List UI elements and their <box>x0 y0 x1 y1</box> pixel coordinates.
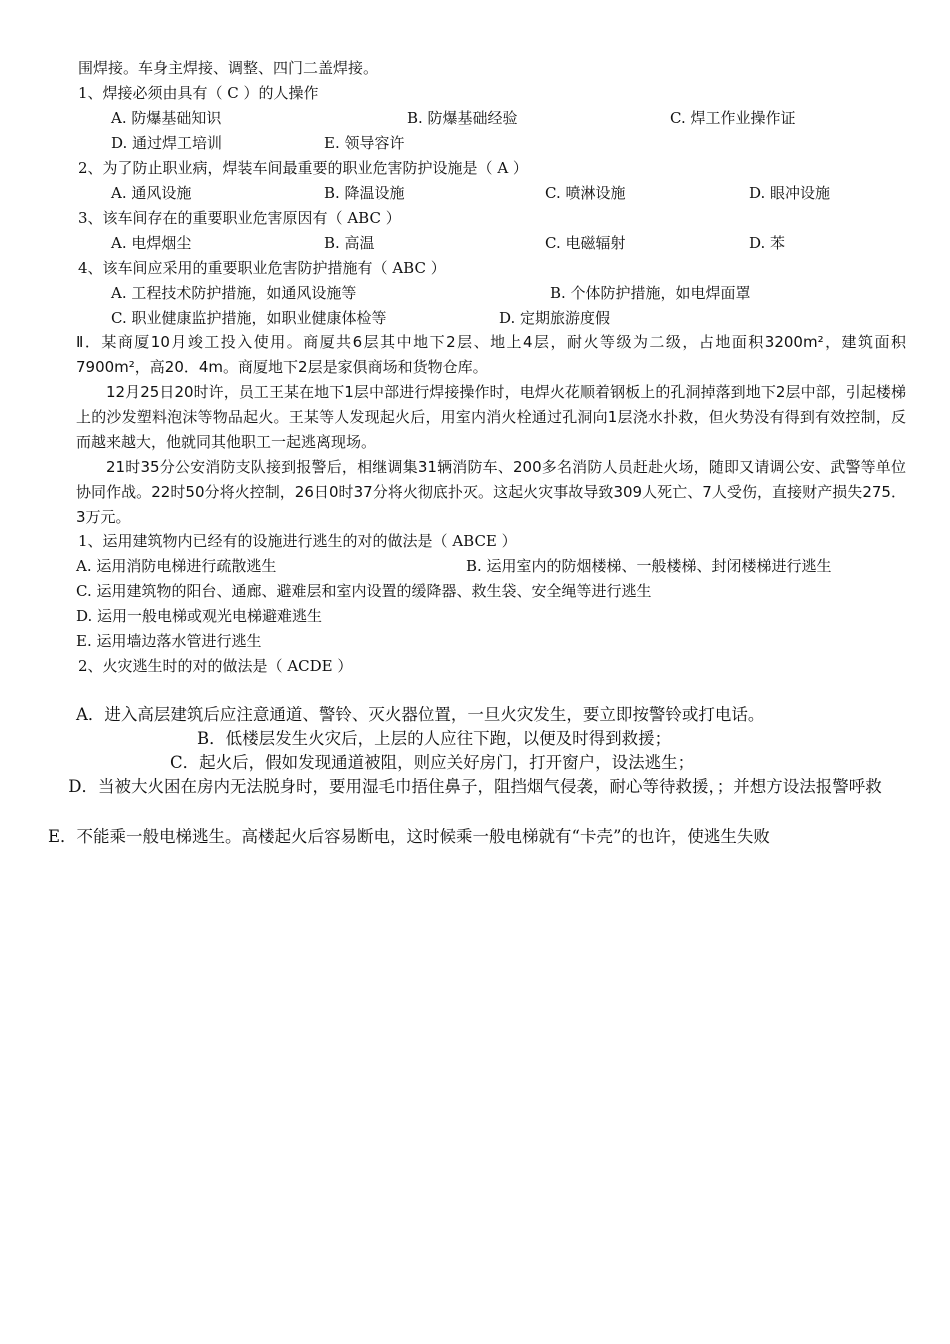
q3-option-b: B. 高温 <box>324 234 375 252</box>
p2-q2-stem: 2、火灾逃生时的对的做法是（ ACDE ） <box>78 657 353 675</box>
q1-option-a: A. 防爆基础知识 <box>111 109 222 127</box>
p2-q2-option-b: B．低楼层发生火灾后，上层的人应往下跑，以便及时得到救援； <box>197 729 672 748</box>
q2-option-a: A. 通风设施 <box>111 184 192 202</box>
p2-q1-option-d: D. 运用一般电梯或观光电梯避难逃生 <box>76 607 323 625</box>
p2-q1-option-a: A. 运用消防电梯进行疏散逃生 <box>76 557 277 575</box>
q4-option-b: B. 个体防护措施，如电焊面罩 <box>550 284 751 302</box>
q1-stem: 1、焊接必须由具有（ C ）的人操作 <box>78 84 319 102</box>
case2-paragraph-2: 12月25日20时许，员工王某在地下1层中部进行焊接操作时，电焊火花顺着钢板上的孔洞掉落到地下2层中部，引起楼梯上的沙发塑料泡沫等物品起火。王某等人发现起火后，用室内消火栓通过孔洞向1层浇水扑救，但火势没有得到有效控制，反而越来越大，他就同其他职工一起逃离现场。 <box>76 383 906 451</box>
q3-option-a: A. 电焊烟尘 <box>111 234 192 252</box>
q4-option-c: C. 职业健康监护措施，如职业健康体检等 <box>111 309 387 327</box>
q2-option-d: D. 眼冲设施 <box>749 184 831 202</box>
p2-q1-option-c: C. 运用建筑物的阳台、通廊、避难层和室内设置的缓降器、救生袋、安全绳等进行逃生 <box>76 582 652 600</box>
case2-paragraph-3: 21时35分公安消防支队接到报警后，相继调集31辆消防车、200多名消防人员赶赴火场，随即又请调公安、武警等单位协同作战。22时50分将火控制，26日0时37分将火彻底扑灭。这起火灾事故导致309人死亡、7人受伤，直接财产损失275．3万元。 <box>76 458 906 526</box>
q3-option-d: D. 苯 <box>749 234 786 252</box>
p2-q1-stem: 1、运用建筑物内已经有的设施进行逃生的对的做法是（ ABCE ） <box>78 532 517 550</box>
p2-q2-option-d: D．当被大火困在房内无法脱身时，要用湿毛巾捂住鼻子，阻挡烟气侵袭，耐心等待救援，；并想方设法报警呼救 <box>68 777 882 796</box>
p2-q1-option-b: B. 运用室内的防烟楼梯、一般楼梯、封闭楼梯进行逃生 <box>466 557 832 575</box>
q2-option-c: C. 喷淋设施 <box>545 184 626 202</box>
q2-option-b: B. 降温设施 <box>324 184 405 202</box>
q3-stem: 3、该车间存在的重要职业危害原因有（ ABC ） <box>78 209 401 227</box>
q1-option-c: C. 焊工作业操作证 <box>670 109 796 127</box>
q4-option-a: A. 工程技术防护措施，如通风设施等 <box>111 284 357 302</box>
q4-stem: 4、该车间应采用的重要职业危害防护措施有（ ABC ） <box>78 259 446 277</box>
p2-q2-option-e: E．不能乘一般电梯逃生。高楼起火后容易断电，这时候乘一般电梯就有“卡壳”的也许，使逃生失败 <box>48 827 770 846</box>
p2-q2-option-a: A．进入高层建筑后应注意通道、警铃、灭火器位置，一旦火灾发生，要立即按警铃或打电话。 <box>76 705 765 724</box>
q1-option-b: B. 防爆基础经验 <box>407 109 518 127</box>
q3-option-c: C. 电磁辐射 <box>545 234 626 252</box>
p2-q1-option-e: E. 运用墙边落水管进行逃生 <box>76 632 262 650</box>
q2-stem: 2、为了防止职业病，焊装车间最重要的职业危害防护设施是（ A ） <box>78 159 528 177</box>
case2-paragraph-1: Ⅱ．某商厦10月竣工投入使用。商厦共6层其中地下2层、地上4层，耐火等级为二级，占地面积3200m²，建筑面积7900m²，高20．4m。商厦地下2层是家俱商场和货物仓库。 <box>76 333 906 376</box>
intro-line: 围焊接。车身主焊接、调整、四门二盖焊接。 <box>78 59 379 77</box>
q4-option-d: D. 定期旅游度假 <box>499 309 611 327</box>
q1-option-e: E. 领导容许 <box>324 134 405 152</box>
q1-option-d: D. 通过焊工培训 <box>111 134 223 152</box>
p2-q2-option-c: C．起火后，假如发现通道被阻，则应关好房门，打开窗户，设法逃生； <box>170 753 695 772</box>
